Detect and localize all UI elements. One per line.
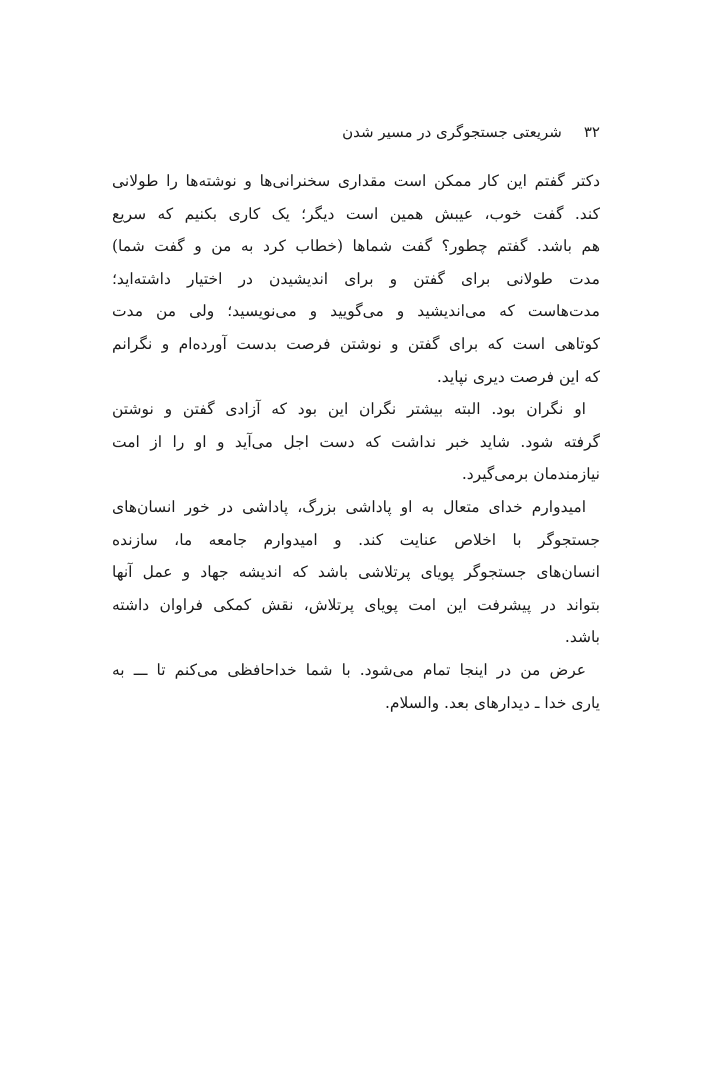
text-line: او نگران بود. البته بیشتر نگران این بود که آزادی گفتن و نوشتن [112, 400, 586, 419]
text-line: انسان‌های جستجوگر پویای پرتلاشی باشد که اندیشه جهاد و عمل آنها [112, 563, 600, 582]
text-line: امیدوارم خدای متعال به او پاداشی بزرگ، پاداشی در خور انسان‌های [112, 497, 586, 516]
running-header [112, 120, 600, 144]
text-line: مدت طولانی برای گفتن و برای اندیشیدن در اختیار داشته‌اید؛ [112, 269, 600, 288]
text-line: باشد. [564, 628, 600, 647]
text-line: کوتاهی است که برای گفتن و نوشتن فرصت بدست آورده‌ام و نگرانم [112, 334, 600, 353]
text-line: نیازمندمان برمی‌گیرد. [461, 465, 600, 484]
text-line: مدت‌هاست که می‌اندیشید و می‌گویید و می‌نویسید؛ ولی من مدت [112, 302, 600, 321]
paragraph-2 [112, 393, 600, 491]
text-line: کند. گفت خوب، عیبش همین است دیگر؛ یک کاری بکنیم که سریع [112, 204, 600, 223]
body-text [112, 165, 600, 719]
text-line: یاری خدا ـ دیدارهای بعد. والسلام. [385, 693, 600, 712]
text-line: عرض من در اینجا تمام می‌شود. با شما خداحافظی می‌کنم تا ـــ به [112, 660, 586, 679]
text-line: گرفته شود. شاید خبر نداشت که دست اجل می‌آید و او را از امت [112, 432, 600, 451]
book-title: شریعتی جستجوگری در مسیر شدن [342, 123, 562, 141]
page-number: ۳۲ [583, 123, 600, 141]
paragraph-4 [112, 654, 600, 719]
text-line: هم باشد. گفتم چطور؟ گفت شماها (خطاب کرد به من و گفت شما) [112, 237, 600, 256]
text-line: جستجوگر با اخلاص عنایت کند. و امیدوارم جامعه ما، سازنده [112, 530, 600, 549]
text-line: که این فرصت دیری نپاید. [436, 367, 600, 386]
paragraph-3 [112, 491, 600, 654]
text-line: بتواند در پیشرفت این امت پویای پرتلاش، نقش کمکی فراوان داشته [112, 595, 600, 614]
paragraph-1 [112, 165, 600, 393]
text-line: دکتر گفتم این کار ممکن است مقداری سخنرانی‌ها و نوشته‌ها را طولانی [112, 172, 600, 190]
